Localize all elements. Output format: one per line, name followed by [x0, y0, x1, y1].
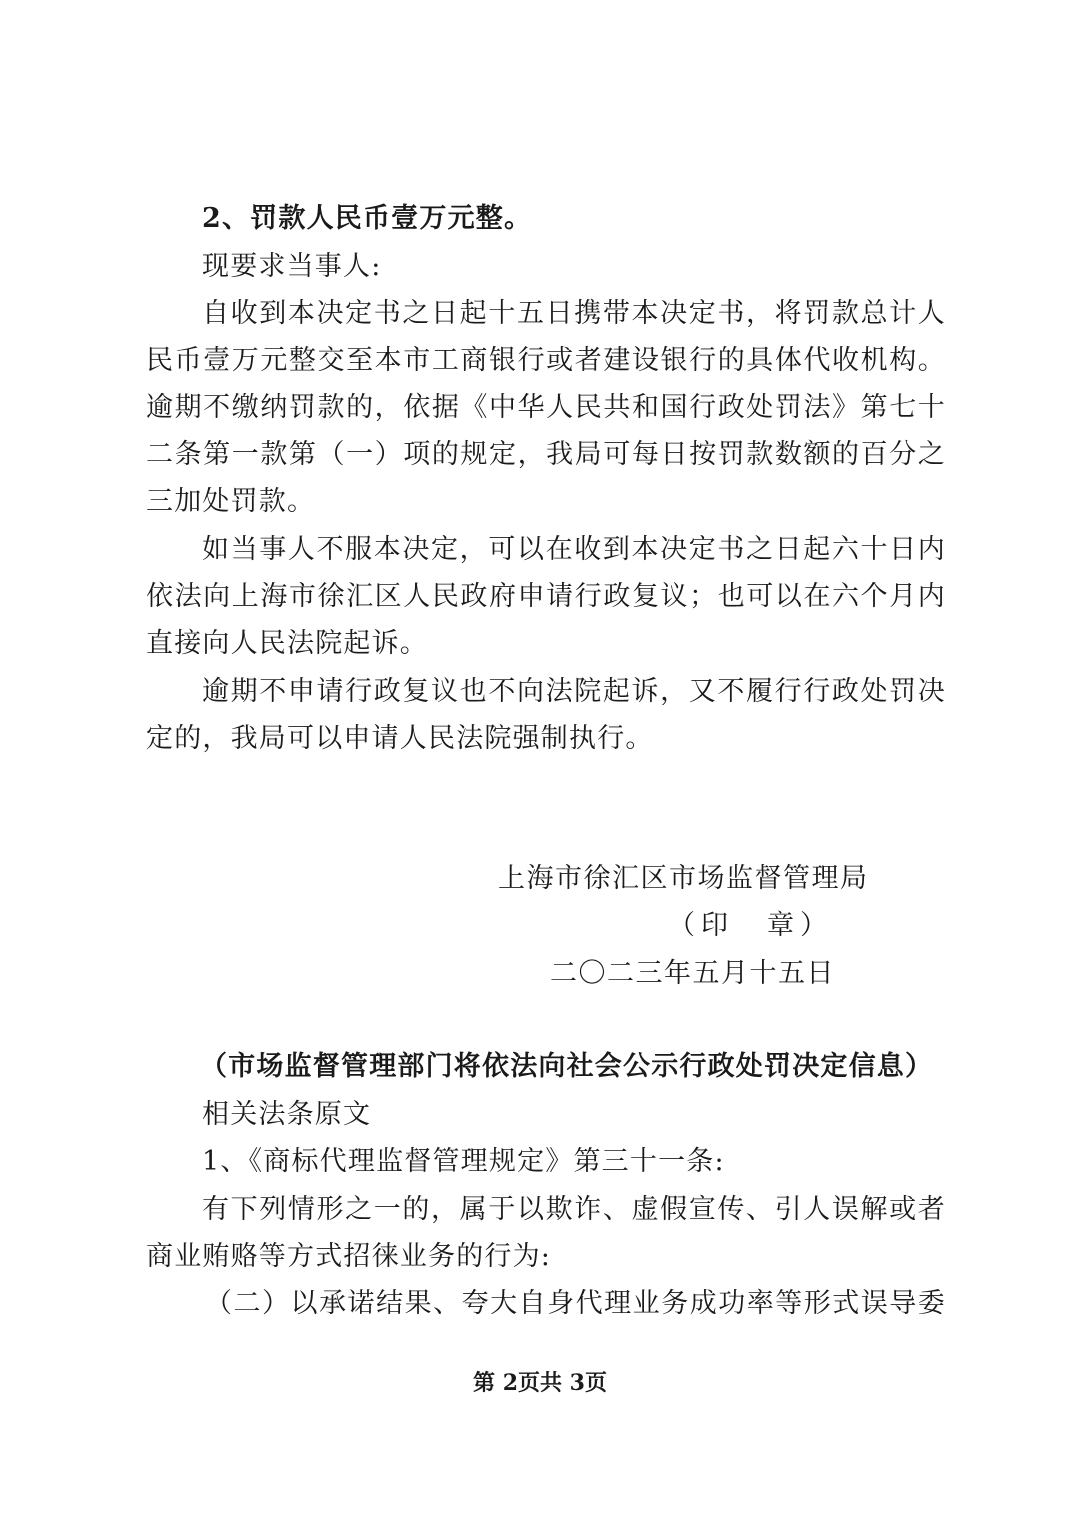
payment-line-5: 三加处罚款。: [146, 486, 316, 517]
law-text-line-2: 商业贿赂等方式招徕业务的行为:: [146, 1241, 552, 1272]
law-clause-2: （二）以承诺结果、夸大自身代理业务成功率等形式误导委: [205, 1288, 946, 1319]
law-item-1: 1、《商标代理监督管理规定》第三十一条:: [202, 1146, 725, 1177]
page-number: 第 2页共 3页: [473, 1370, 607, 1396]
payment-line-4: 二条第一款第（一）项的规定，我局可每日按罚款数额的百分之: [146, 439, 946, 470]
law-text-line-1: 有下列情形之一的，属于以欺诈、虚假宣传、引人误解或者: [202, 1194, 946, 1225]
payment-line-2: 民币壹万元整交至本市工商银行或者建设银行的具体代收机构。: [146, 345, 946, 376]
payment-line-3: 逾期不缴纳罚款的，依据《中华人民共和国行政处罚法》第七十: [146, 392, 946, 423]
enforcement-line-2: 定的，我局可以申请人民法院强制执行。: [146, 723, 654, 754]
appeal-line-1: 如当事人不服本决定，可以在收到本决定书之日起六十日内: [202, 534, 946, 565]
related-law-heading: 相关法条原文: [202, 1099, 372, 1130]
signing-authority: 上海市徐汇区市场监督管理局: [498, 863, 869, 894]
payment-line-1: 自收到本决定书之日起十五日携带本决定书，将罚款总计人: [202, 298, 946, 329]
enforcement-line-1: 逾期不申请行政复议也不向法院起诉，又不履行行政处罚决: [202, 676, 946, 707]
penalty-item-2: 2、罚款人民币壹万元整。: [202, 203, 533, 234]
appeal-line-3: 直接向人民法院起诉。: [146, 628, 428, 659]
public-notice: （市场监督管理部门将依法向社会公示行政处罚决定信息）: [200, 1051, 934, 1082]
appeal-line-2: 依法向上海市徐汇区人民政府申请行政复议；也可以在六个月内: [146, 581, 946, 612]
requirement-intro: 现要求当事人:: [202, 251, 382, 282]
seal-mark: （印 章）: [668, 910, 833, 941]
signing-date: 二〇二三年五月十五日: [550, 958, 835, 989]
